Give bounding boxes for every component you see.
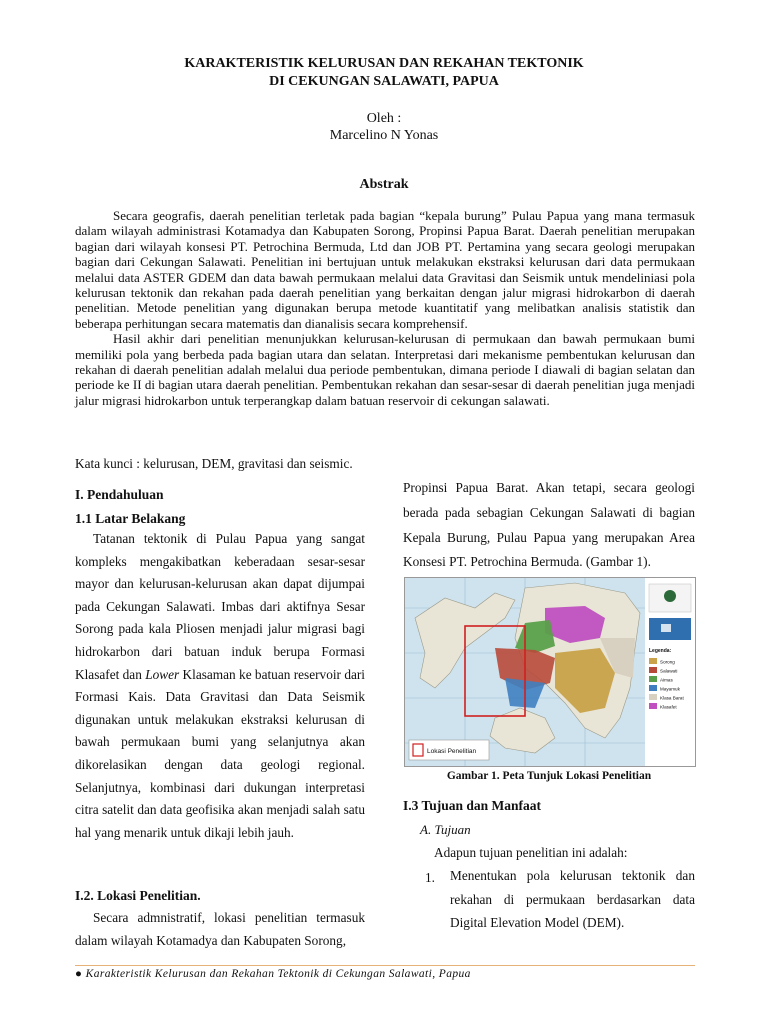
legend-swatch: [649, 694, 657, 700]
legend-item-label: Aimas: [660, 677, 673, 683]
location-continuation-paragraph: [403, 476, 695, 575]
section-heading-introduction: I. Pendahuluan: [75, 487, 164, 502]
objectives-intro: Adapun tujuan penelitian ini adalah:: [434, 845, 628, 860]
subsection-heading-location: I.2. Lokasi Penelitian.: [75, 888, 201, 903]
legend-item-label: Klasa Barat: [660, 695, 684, 701]
legend-item-label: Salawati: [660, 668, 678, 674]
abstract-paragraph-1: Secara geografis, daerah penelitian terletak pada bagian “kepala burung” Pulau Papua yang mana termasuk dalam wilayah administrasi Kotamadya dan Kabupaten Sorong, Propinsi Papua Barat. Daerah penelitian merupakan bagian dari wilayah konsesi PT. Petrochina Bermuda, Ltd dan JOB PT. Pertamina yang secara geologi merupakan bagian dari Cekungan Salawati. Penelitian ini bertujuan untuk melakukan ekstraksi kelurusan dari data permukaan melalui data ASTER GDEM dan data bawah permukaan melalui data Gravitasi dan Seismik untuk mendeliniasi pola kelurusan tektonik dan rekahan pada daerah penelitian yang berkaitan dengan jalur migrasi hidrokarbon di daerah penelitian. Metode penelitian yang digunakan berupa metode kuantitatif yang melibatkan analisis statistik dan beberapa perhitungan secara matematis dan dianalisis secara komprehensif.: [75, 208, 695, 331]
map-inset-marker: [661, 624, 671, 632]
subsection-heading-background: 1.1 Latar Belakang: [75, 511, 186, 526]
location-paragraph: [75, 907, 365, 952]
paper-title-line-1: KARAKTERISTIK KELURUSAN DAN REKAHAN TEKTONIK: [184, 56, 584, 71]
background-text-a: Tatanan tektonik di Pulau Papua yang sangat kompleks mengakibatkan keberadaan sesar-sesar mayor dan kelurusan-kelurusan akan dapat dijumpai pada Cekungan Salawati. Imbas dari aktifnya Sesar Sorong pada kala Pliosen menjadi jalur migrasi bagi hidrokarbon dari batuan induk berupa Formasi Klasafet dan: [75, 531, 365, 682]
objective-1-number: 1.: [425, 870, 435, 885]
map-logo: [664, 590, 676, 602]
legend-swatch: [649, 667, 657, 673]
background-paragraph: [75, 528, 365, 844]
legend-swatch: [649, 658, 657, 664]
subsection-heading-objectives: I.3 Tujuan dan Manfaat: [403, 798, 542, 813]
objectives-subheading: A. Tujuan: [420, 822, 471, 837]
location-continuation-text: Propinsi Papua Barat. Akan tetapi, secara geologi berada pada sebagian Cekungan Salawati di bagian Kepala Burung, Pulau Papua yang merupakan Area Konsesi PT. Petrochina Bermuda. (Gambar 1).: [403, 480, 695, 570]
legend-swatch: [649, 685, 657, 691]
abstract-body: [75, 208, 695, 408]
location-map-svg: [405, 578, 695, 766]
objective-1-text: [450, 864, 695, 935]
map-side-legend-title: Legenda:: [649, 648, 672, 654]
legend-swatch: [649, 676, 657, 682]
location-map-figure: [404, 577, 696, 767]
legend-item-label: Mayamuk: [660, 686, 680, 692]
legend-swatch: [649, 703, 657, 709]
map-legend-label: Lokasi Penelitian: [427, 748, 477, 755]
abstract-heading: Abstrak: [359, 177, 409, 192]
footer-text: Karakteristik Kelurusan dan Rekahan Tektonik di Cekungan Salawati, Papua: [85, 968, 471, 980]
figure-caption: Gambar 1. Peta Tunjuk Lokasi Penelitian: [446, 770, 652, 782]
location-text: Secara admnistratif, lokasi penelitian termasuk dalam wilayah Kotamadya dan Kabupaten Sorong,: [75, 910, 365, 948]
footer-rule: [75, 965, 695, 966]
author-prefix: Oleh :: [366, 111, 402, 126]
background-text-b: Klasaman ke batuan reservoir dari Formasi Kais. Data Gravitasi dan Data Seismik digunakan untuk melakukan ekstraksi kelurusan di bawah permukaan bumi yang selanjutnya akan dikorelasikan dengan data geologi regional. Selanjutnya, kombinasi dari dukungan interpretasi citra satelit dan data geofisika akan menjadi salah satu hal yang menarik untuk dikaji lebih jauh.: [75, 666, 365, 840]
paper-title-line-2: DI CEKUNGAN SALAWATI, PAPUA: [269, 74, 499, 89]
legend-item-label: Klasafet: [660, 704, 677, 710]
running-footer: [75, 968, 471, 980]
abstract-paragraph-2: Hasil akhir dari penelitian menunjukkan kelurusan-kelurusan di permukaan dan bawah permukaan bumi memiliki pola yang berbeda pada bagian utara dan selatan. Interpretasi dari mekanisme pembentukan kelurusan dan rekahan di daerah penelitian adalah melalui dua periode pembentukan, dimana periode I diawali di bagian selatan dan periode ke II di bagian utara daerah penelitian. Pembentukan rekahan dan sesar-sesar di daerah penelitian juga menjadi jalur migrasi hidrokarbon untuk terperangkap dalam batuan reservoir di cekungan salawati.: [75, 331, 695, 408]
footer-bullet-icon: ●: [75, 968, 83, 980]
legend-item-label: Sorong: [660, 659, 675, 665]
lower-emphasis: Lower: [145, 666, 180, 682]
objective-1-body: Menentukan pola kelurusan tektonik dan rekahan di permukaan berdasarkan data Digital Elevation Model (DEM).: [450, 868, 695, 930]
author-name: Marcelino N Yonas: [329, 128, 439, 143]
keywords: Kata kunci : kelurusan, DEM, gravitasi dan seismic.: [75, 456, 353, 471]
